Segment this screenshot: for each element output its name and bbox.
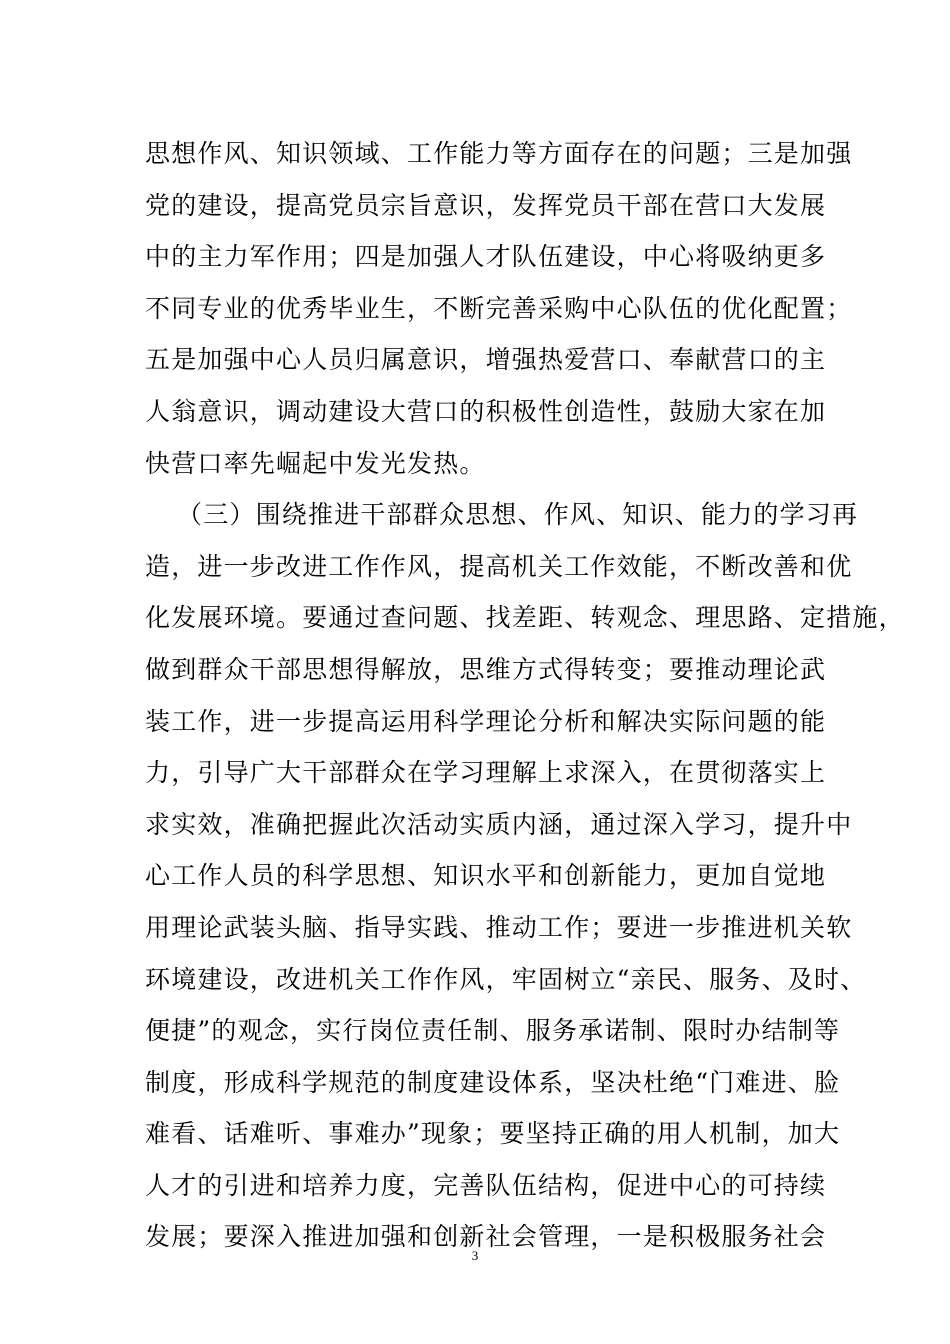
text-line-6: 人翁意识，调动建设大营口的积极性创造性，鼓励大家在加 (145, 396, 827, 426)
text-line-1: 思想作风、知识领域、工作能力等方面存在的问题；三是加强 (145, 139, 853, 168)
text-line-16: 用理论武装头脑、指导实践、推动工作；要进一步推进机关软 (145, 912, 853, 942)
text-line-2: 党的建设，提高党员宗旨意识，发挥党员干部在营口大发展 (145, 190, 827, 220)
text-line-20: 难看、话难听、事难办”现象；要坚持正确的用人机制，加大 (145, 1119, 841, 1149)
text-line-22: 发展；要深入推进加强和创新社会管理，一是积极服务社会 (145, 1222, 827, 1252)
text-line-19: 制度，形成科学规范的制度建设体系，坚决杜绝“门难进、脸 (145, 1067, 841, 1097)
text-line-7: 快营口率先崛起中发光发热。 (145, 448, 486, 478)
page-number: 3 (471, 1248, 479, 1263)
text-line-3: 中的主力军作用；四是加强人才队伍建设，中心将吸纳更多 (145, 242, 827, 272)
text-line-9: 造，进一步改进工作作风，提高机关工作效能，不断改善和优 (145, 551, 853, 581)
text-line-5: 五是加强中心人员归属意识，增强热爱营口、奉献营口的主 (145, 345, 827, 375)
text-line-17: 环境建设，改进机关工作作风，牢固树立“亲民、服务、及时、 (145, 964, 867, 994)
text-line-21: 人才的引进和培养力度，完善队伍结构，促进中心的可持续 (145, 1170, 827, 1200)
text-line-13: 力，引导广大干部群众在学习理解上求深入，在贯彻落实上 (145, 758, 827, 788)
text-line-18: 便捷”的观念，实行岗位责任制、服务承诺制、限时办结制等 (145, 1016, 841, 1046)
text-line-11: 做到群众干部思想得解放，思维方式得转变；要推动理论武 (145, 654, 827, 684)
text-line-4: 不同专业的优秀毕业生，不断完善采购中心队伍的优化配置； (145, 293, 853, 323)
text-line-15: 心工作人员的科学思想、知识水平和创新能力，更加自觉地 (145, 861, 827, 891)
text-line-14: 求实效，准确把握此次活动实质内涵，通过深入学习，提升中 (145, 809, 853, 839)
text-line-8: （三）围绕推进干部群众思想、作风、知识、能力的学习再 (177, 500, 859, 530)
body-text (145, 128, 905, 1263)
text-line-10: 化发展环境。要通过查问题、找差距、转观念、理思路、定措施， (145, 603, 905, 633)
text-line-12: 装工作，进一步提高运用科学理论分析和解决实际问题的能 (145, 706, 827, 736)
